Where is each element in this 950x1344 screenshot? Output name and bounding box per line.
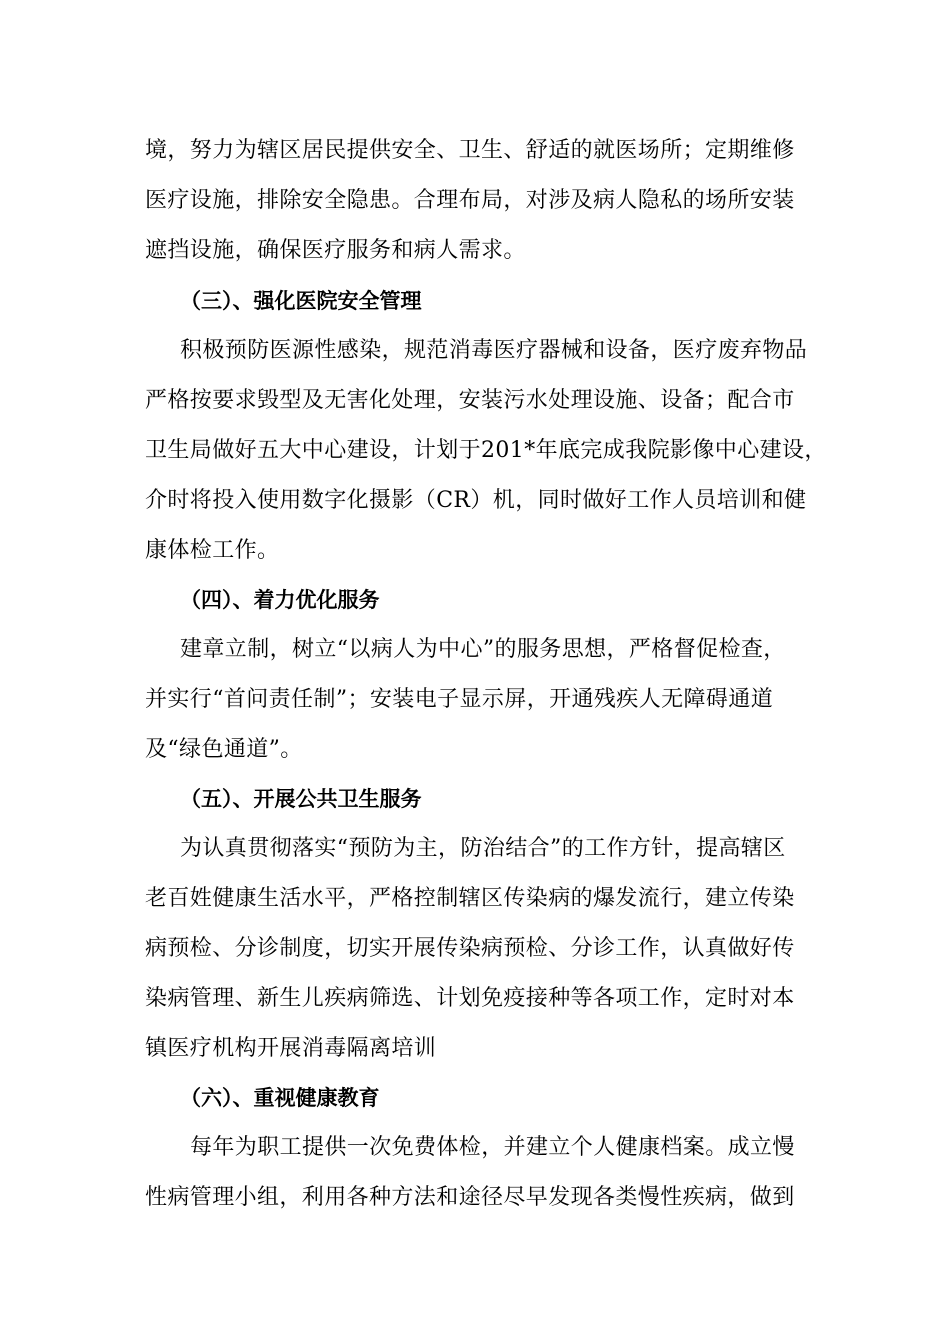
paragraph-line: 积极预防医源性感染，规范消毒医疗器械和设备，医疗废弃物品 xyxy=(180,338,808,363)
paragraph-line: 每年为职工提供一次免费体检，并建立个人健康档案。成立慢 xyxy=(190,1135,795,1160)
section-heading-5: （五）、开展公共卫生服务 xyxy=(180,787,422,811)
section-heading-6: （六）、重视健康教育 xyxy=(180,1086,380,1110)
paragraph-line: 介时将投入使用数字化摄影（CR）机，同时做好工作人员培训和健 xyxy=(145,488,807,513)
paragraph-line: 为认真贯彻落实“预防为主，防治结合”的工作方针，提高辖区 xyxy=(180,836,786,861)
paragraph-line: 及“绿色通道”。 xyxy=(145,737,303,762)
paragraph-line: 老百姓健康生活水平，严格控制辖区传染病的爆发流行，建立传染 xyxy=(145,886,795,911)
section-heading-3: （三）、强化医院安全管理 xyxy=(180,289,422,313)
paragraph-line: 镇医疗机构开展消毒隔离培训 xyxy=(145,1036,437,1061)
paragraph-line: 医疗设施，排除安全隐患。合理布局，对涉及病人隐私的场所安装 xyxy=(145,188,795,213)
paragraph-line: 病预检、分诊制度，切实开展传染病预检、分诊工作，认真做好传 xyxy=(145,936,795,961)
paragraph-line: 染病管理、新生儿疾病筛选、计划免疫接种等各项工作，定时对本 xyxy=(145,986,795,1011)
paragraph-line: 并实行“首问责任制”；安装电子显示屏，开通残疾人无障碍通道 xyxy=(145,687,774,712)
paragraph-line: 康体检工作。 xyxy=(145,538,280,563)
paragraph-line: 性病管理小组，利用各种方法和途径尽早发现各类慢性疾病，做到 xyxy=(145,1185,795,1210)
paragraph-line: 卫生局做好五大中心建设，计划于201*年底完成我院影像中心建设， xyxy=(145,438,827,463)
paragraph-line: 遮挡设施，确保医疗服务和病人需求。 xyxy=(145,238,526,263)
paragraph-line: 严格按要求毁型及无害化处理，安装污水处理设施、设备；配合市 xyxy=(145,388,795,413)
section-heading-4: （四）、着力优化服务 xyxy=(180,588,380,612)
paragraph-line: 境，努力为辖区居民提供安全、卫生、舒适的就医场所；定期维修 xyxy=(145,138,795,163)
paragraph-line: 建章立制，树立“以病人为中心”的服务思想，严格督促检查， xyxy=(180,637,786,662)
